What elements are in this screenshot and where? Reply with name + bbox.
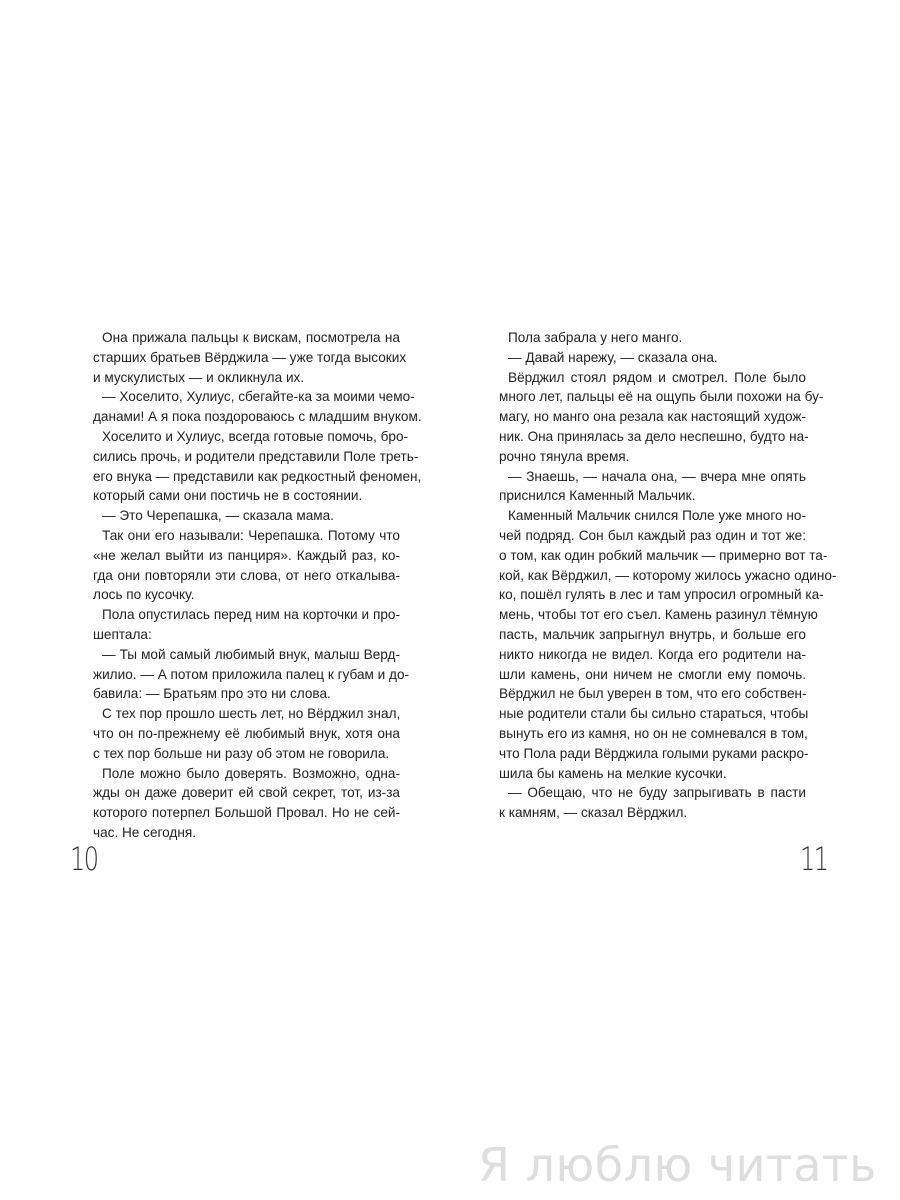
text-line: шли камень, они ничем не смогли ему помочь. (499, 666, 806, 682)
text-line: жды он даже доверит ей свой секрет, тот, из-за (93, 785, 400, 801)
text-line: который сами они постичь не в состоянии. (93, 488, 363, 504)
text-line: Так они его называли: Черепашка. Потому что (102, 527, 400, 543)
text-line: магу, но манго она резала как настоящий худож- (499, 409, 807, 425)
text-line: час. Не сегодня. (93, 824, 197, 840)
text-line: что Пола ради Вёрджила голыми руками раскро- (499, 745, 809, 761)
text-line: ко, пошёл гулять в лес и там упросил огромный ка- (499, 587, 824, 603)
text-line: — Давай нарежу, — сказала она. (508, 349, 718, 365)
text-line: много лет, пальцы её на ощупь были похожи на бу- (499, 389, 824, 405)
text-line: мень, чтобы тот его съел. Камень разинул тёмную (499, 607, 818, 623)
text-line: бавила: — Братьям про это ни слова. (93, 686, 331, 702)
text-line: — Обещаю, что не буду запрыгивать в пасти (508, 785, 806, 801)
text-line: старших братьев Вёрджила — уже тогда высоких (93, 349, 407, 365)
text-line: с тех пор больше ни разу об этом не говорила. (93, 745, 390, 761)
text-line: пасть, мальчик запрыгнул внутрь, и больше его (499, 626, 806, 642)
text-line: «не желал выйти из панциря». Каждый раз, ко- (93, 547, 400, 563)
text-line: которого потерпел Большой Провал. Но не сей- (93, 805, 400, 821)
text-line: — Ты мой самый любимый внук, малыш Верд- (102, 646, 400, 662)
text-line: жилио. — А потом приложила палец к губам и до- (93, 666, 410, 682)
text-line: шила бы камень на мелкие кусочки. (499, 765, 727, 781)
text-line: чей подряд. Сон был каждый раз один и тот же: (499, 527, 806, 543)
text-line: к камням, — сказал Вёрджил. (499, 805, 688, 821)
text-line: Каменный Мальчик снился Поле уже много но- (508, 508, 806, 524)
text-line: Вёрджил не был уверен в том, что его собствен- (499, 686, 807, 702)
text-line: Поле можно было доверять. Возможно, одна- (102, 765, 400, 781)
text-line: Пола забрала у него манго. (508, 330, 683, 345)
text-line: Хоселито и Хулиус, всегда готовые помочь, бро- (102, 428, 409, 444)
text-line: и мускулистых — и окликнула их. (93, 369, 305, 385)
text-line: приснился Каменный Мальчик. (499, 488, 696, 504)
text-line: лось по кусочку. (93, 587, 195, 603)
right-page-number: 11 (800, 840, 828, 878)
text-line: сились прочь, и родители представили Поле треть- (93, 448, 419, 464)
text-line: С тех пор прошло шесть лет, но Вёрджил знал, (102, 706, 401, 722)
text-line: рочно тянула время. (499, 448, 630, 464)
text-line: кой, как Вёрджил, — которому жилось ужасно одино- (499, 567, 837, 583)
text-line: — Знаешь, — начала она, — вчера мне опять (508, 468, 806, 484)
text-line: Вёрджил стоял рядом и смотрел. Поле было (508, 369, 806, 385)
text-line: Она прижала пальцы к вискам, посмотрела на (102, 330, 400, 345)
text-line: ные родители стали бы сильно стараться, чтобы (499, 706, 809, 722)
text-line: — Хоселито, Хулиус, сбегайте-ка за моими чемо- (102, 389, 415, 405)
left-page-text (93, 328, 422, 843)
text-line: его внука — представили как редкостный феномен, (93, 468, 422, 484)
right-page-text (499, 328, 837, 823)
watermark-text: Я люблю читать (478, 1138, 877, 1192)
text-line: Пола опустилась перед ним на корточки и про- (102, 607, 400, 623)
text-line: данами! А я пока поздороваюсь с младшим внуком. (93, 409, 422, 425)
text-line: гда они повторяли эти слова, от него откалыва- (93, 567, 400, 583)
right-page (450, 0, 900, 1200)
left-page-number: 10 (70, 840, 98, 878)
text-line: ник. Она принялась за дело неспешно, будто на- (499, 428, 809, 444)
text-line: вынуть его из камня, но он не сомневался в том, (499, 725, 808, 741)
text-line: шептала: (93, 626, 152, 642)
text-line: — Это Черепашка, — сказала мама. (102, 508, 334, 524)
text-line: никто никогда не видел. Когда его родители на- (499, 646, 806, 662)
text-line: о том, как один робкий мальчик — примерно вот та- (499, 547, 828, 563)
text-line: что он по-прежнему её любимый внук, хотя она (93, 725, 400, 741)
